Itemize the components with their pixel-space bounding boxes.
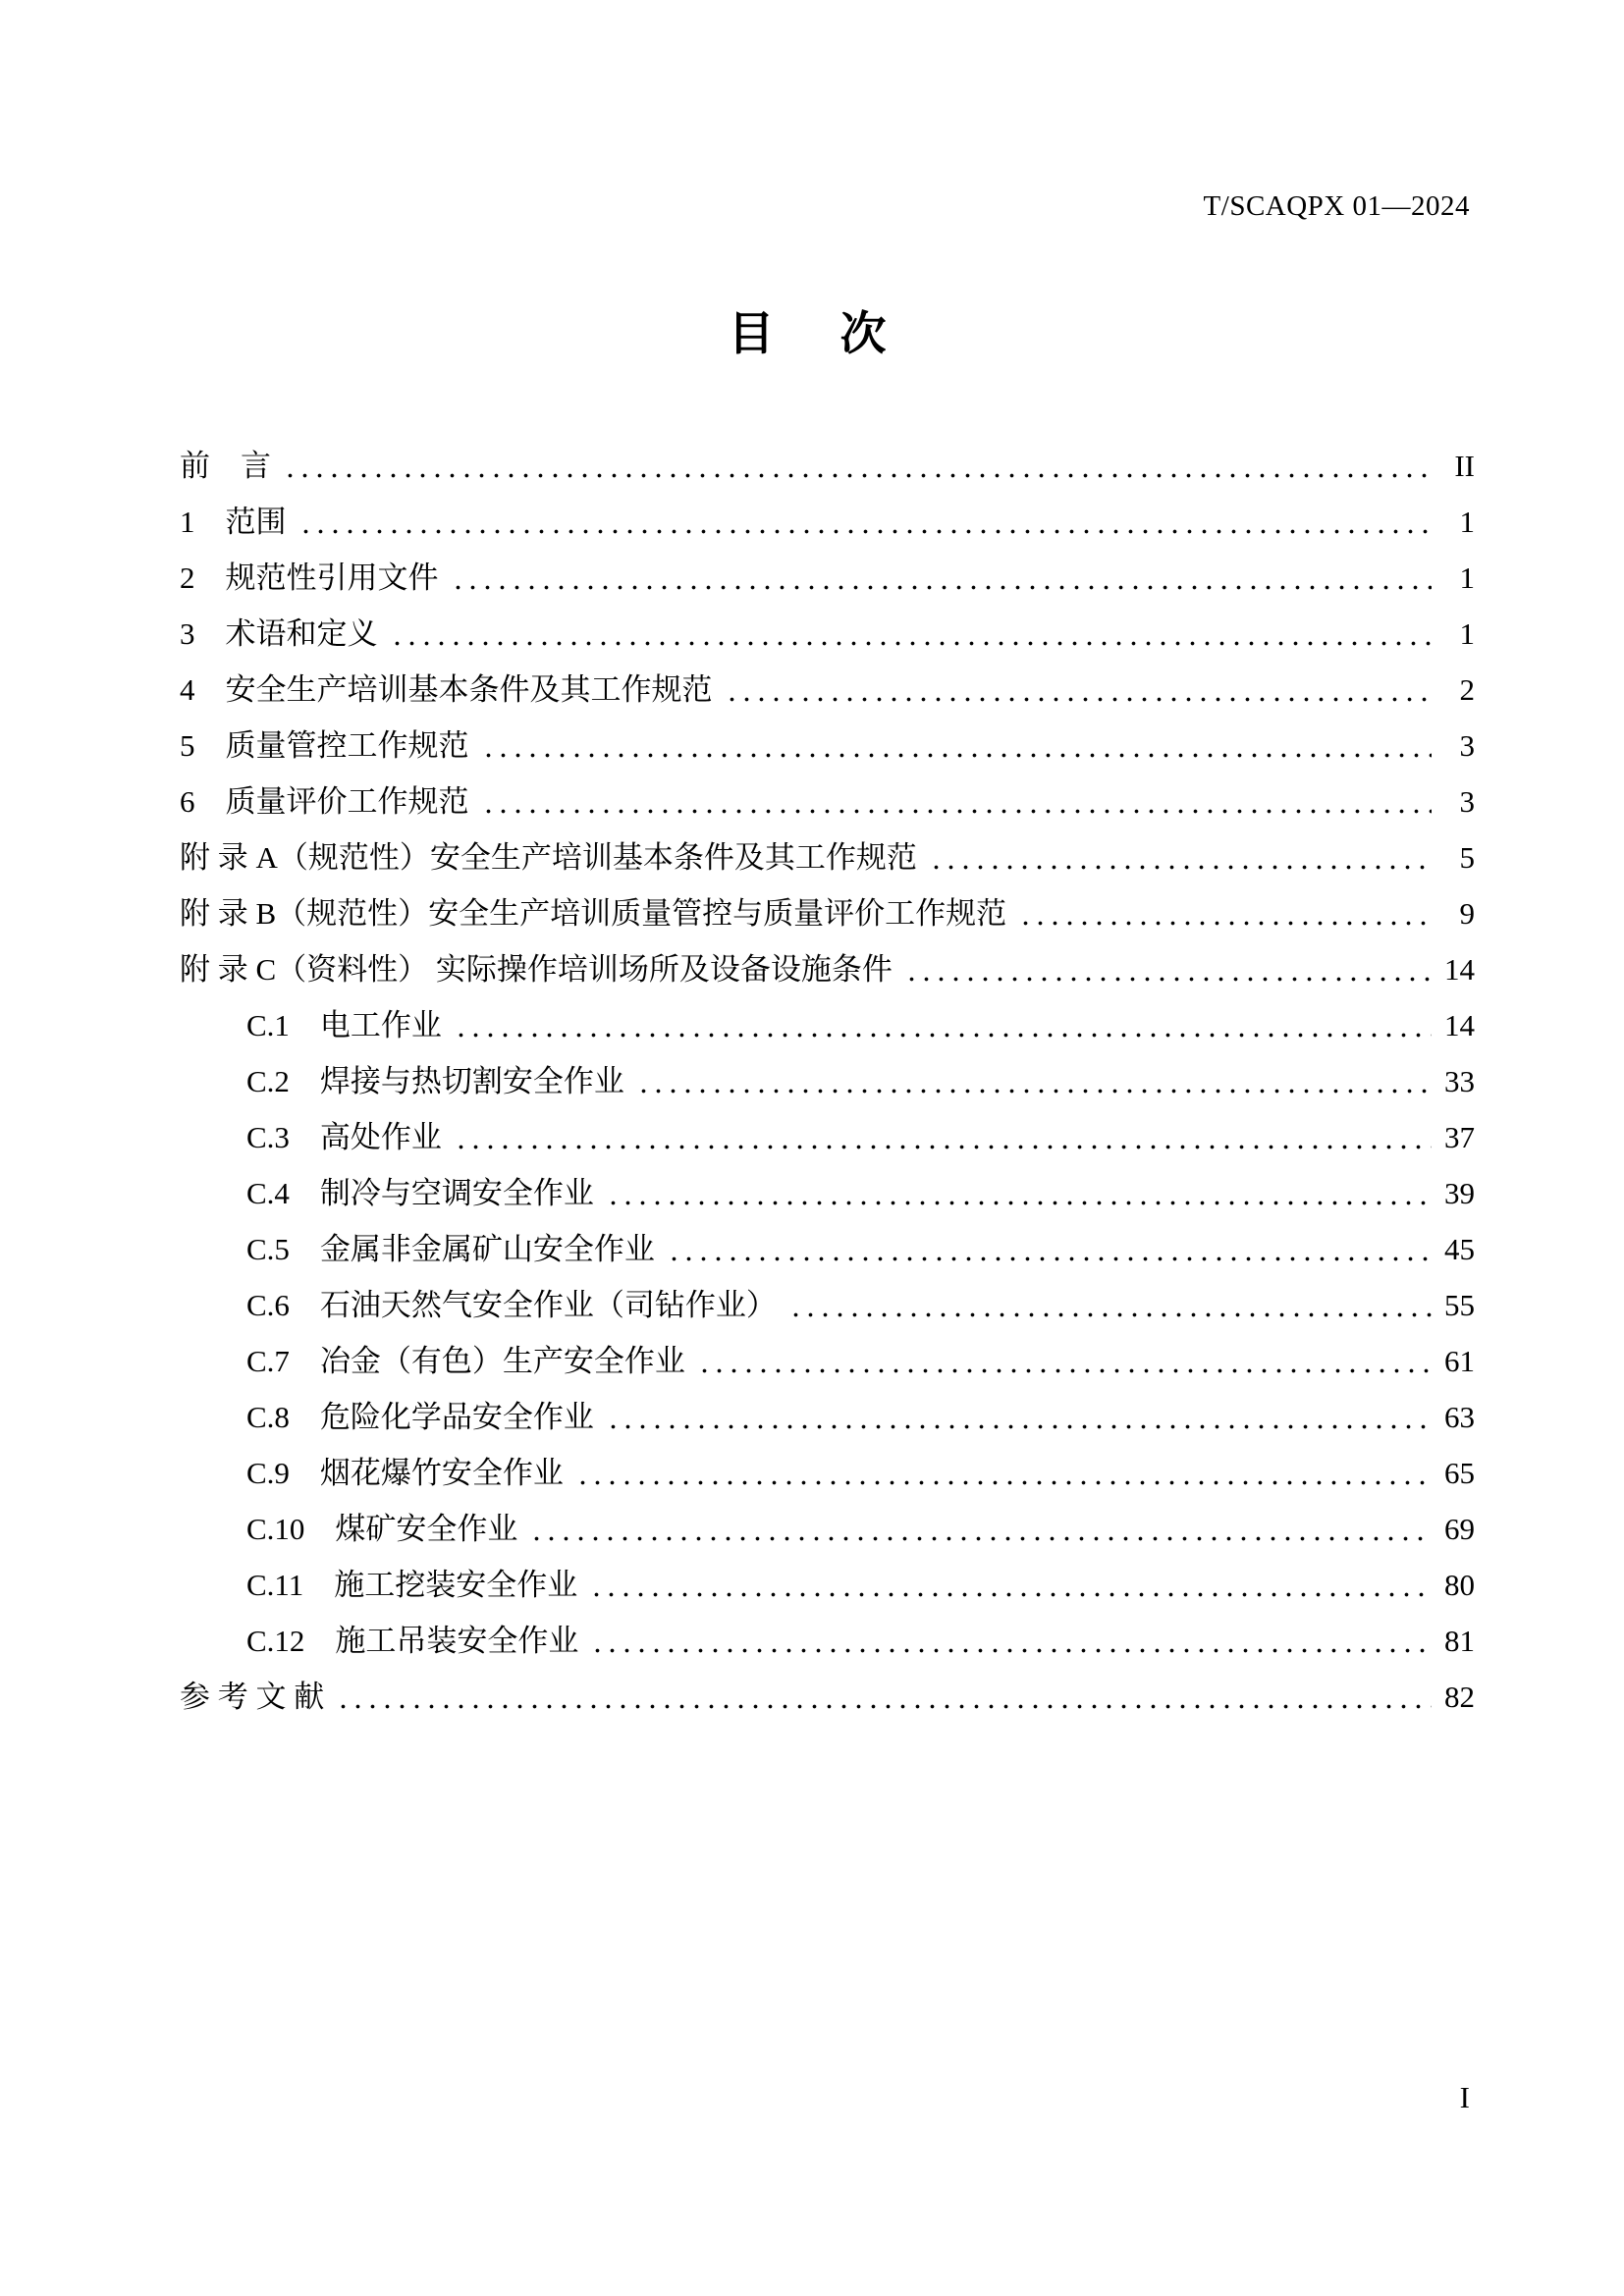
toc-entry-annex-a: [180, 829, 1475, 885]
toc-entry-label: 附 录 C（资料性） 实际操作培训场所及设备设施条件: [180, 952, 893, 987]
toc-entry-label: C.7 冶金（有色）生产安全作业: [246, 1344, 685, 1378]
toc-entry-c9: [180, 1445, 1475, 1501]
toc-entry-page: 45: [1444, 1232, 1475, 1266]
toc-entry-label: 4 安全生产培训基本条件及其工作规范: [180, 672, 713, 707]
toc-entry-label: 3 术语和定义: [180, 616, 378, 651]
dot-leader: [636, 1053, 1432, 1109]
dot-leader: [1018, 885, 1432, 941]
toc-entry-label: 1 范围: [180, 505, 287, 539]
toc-entry-page: 2: [1459, 672, 1475, 707]
toc-entry-c1: [180, 997, 1475, 1053]
toc-entry-annex-c: [180, 941, 1475, 997]
dot-leader: [590, 1613, 1432, 1669]
toc-entry-page: 37: [1444, 1120, 1475, 1154]
toc-entry-annex-b: [180, 885, 1475, 941]
toc-entry-page: 14: [1444, 952, 1475, 987]
dot-leader: [454, 1109, 1432, 1165]
dot-leader: [481, 774, 1433, 829]
toc-entry-page: 1: [1459, 561, 1475, 595]
dot-leader: [904, 941, 1432, 997]
toc-entry-label: C.12 施工吊装安全作业: [246, 1624, 579, 1658]
toc-entry-label: C.5 金属非金属矿山安全作业: [246, 1232, 655, 1266]
toc-entry-references: [180, 1669, 1475, 1725]
toc-entry-label: C.1 电工作业: [246, 1008, 442, 1042]
toc-entry-section-4: [180, 662, 1475, 718]
standard-code-header: T/SCAQPX 01—2024: [1203, 190, 1470, 222]
page-number: I: [1459, 2080, 1470, 2114]
dot-leader: [606, 1389, 1432, 1445]
toc-entry-page: 80: [1444, 1568, 1475, 1602]
dot-leader: [298, 494, 1433, 550]
dot-leader: [529, 1501, 1432, 1557]
toc-entry-label: 前 言: [180, 449, 271, 483]
toc-entry-page: II: [1454, 449, 1475, 483]
toc-entry-label: C.11 施工挖装安全作业: [246, 1568, 578, 1602]
toc-entry-label: C.8 危险化学品安全作业: [246, 1400, 594, 1434]
toc-entry-foreword: [180, 438, 1475, 494]
toc-entry-label: 参 考 文 献: [180, 1680, 325, 1714]
toc-entry-page: 82: [1444, 1680, 1475, 1714]
toc-entry-c7: [180, 1333, 1475, 1389]
toc-entry-section-6: [180, 774, 1475, 829]
toc-entry-section-2: [180, 550, 1475, 606]
toc-entry-page: 63: [1444, 1400, 1475, 1434]
toc-entry-page: 1: [1459, 505, 1475, 539]
toc-entry-label: 2 规范性引用文件: [180, 561, 439, 595]
toc-entry-section-1: [180, 494, 1475, 550]
toc-entry-c4: [180, 1165, 1475, 1221]
dot-leader: [667, 1221, 1432, 1277]
toc-entry-page: 1: [1459, 616, 1475, 651]
toc-entry-c6: [180, 1277, 1475, 1333]
toc-entry-page: 14: [1444, 1008, 1475, 1042]
dot-leader: [725, 662, 1433, 718]
toc-entry-label: C.4 制冷与空调安全作业: [246, 1176, 594, 1210]
toc-entry-page: 3: [1459, 728, 1475, 763]
toc-entry-page: 65: [1444, 1456, 1475, 1490]
toc-entry-label: C.2 焊接与热切割安全作业: [246, 1064, 624, 1098]
toc-entry-label: C.9 烟花爆竹安全作业: [246, 1456, 564, 1490]
dot-leader: [575, 1445, 1432, 1501]
toc-entry-page: 69: [1444, 1512, 1475, 1546]
toc-entry-label: 5 质量管控工作规范: [180, 728, 469, 763]
toc-entry-page: 3: [1459, 784, 1475, 819]
dot-leader: [606, 1165, 1432, 1221]
toc-entry-page: 9: [1459, 896, 1475, 931]
toc-entry-c2: [180, 1053, 1475, 1109]
toc-entry-page: 61: [1444, 1344, 1475, 1378]
dot-leader: [451, 550, 1433, 606]
dot-leader: [283, 438, 1432, 494]
toc-entry-c12: [180, 1613, 1475, 1669]
dot-leader: [454, 997, 1432, 1053]
toc-entry-section-5: [180, 718, 1475, 774]
toc-entry-label: 附 录 A（规范性）安全生产培训基本条件及其工作规范: [180, 840, 917, 875]
toc-entry-label: C.10 煤矿安全作业: [246, 1512, 518, 1546]
toc-entry-page: 5: [1459, 840, 1475, 875]
table-of-contents: [180, 438, 1475, 1725]
toc-entry-section-3: [180, 606, 1475, 662]
dot-leader: [336, 1669, 1432, 1725]
toc-entry-label: C.6 石油天然气安全作业（司钻作业）: [246, 1288, 777, 1322]
page-title: 目 次: [728, 309, 896, 360]
dot-leader: [788, 1277, 1432, 1333]
toc-entry-label: C.3 高处作业: [246, 1120, 442, 1154]
toc-entry-label: 附 录 B（规范性）安全生产培训质量管控与质量评价工作规范: [180, 896, 1007, 931]
dot-leader: [697, 1333, 1432, 1389]
toc-entry-page: 81: [1444, 1624, 1475, 1658]
dot-leader: [929, 829, 1432, 885]
toc-entry-c11: [180, 1557, 1475, 1613]
toc-entry-label: 6 质量评价工作规范: [180, 784, 469, 819]
dot-leader: [390, 606, 1433, 662]
toc-entry-c8: [180, 1389, 1475, 1445]
toc-entry-page: 55: [1444, 1288, 1475, 1322]
toc-entry-page: 33: [1444, 1064, 1475, 1098]
toc-entry-c3: [180, 1109, 1475, 1165]
toc-entry-page: 39: [1444, 1176, 1475, 1210]
toc-entry-c5: [180, 1221, 1475, 1277]
dot-leader: [589, 1557, 1432, 1613]
toc-entry-c10: [180, 1501, 1475, 1557]
dot-leader: [481, 718, 1433, 774]
